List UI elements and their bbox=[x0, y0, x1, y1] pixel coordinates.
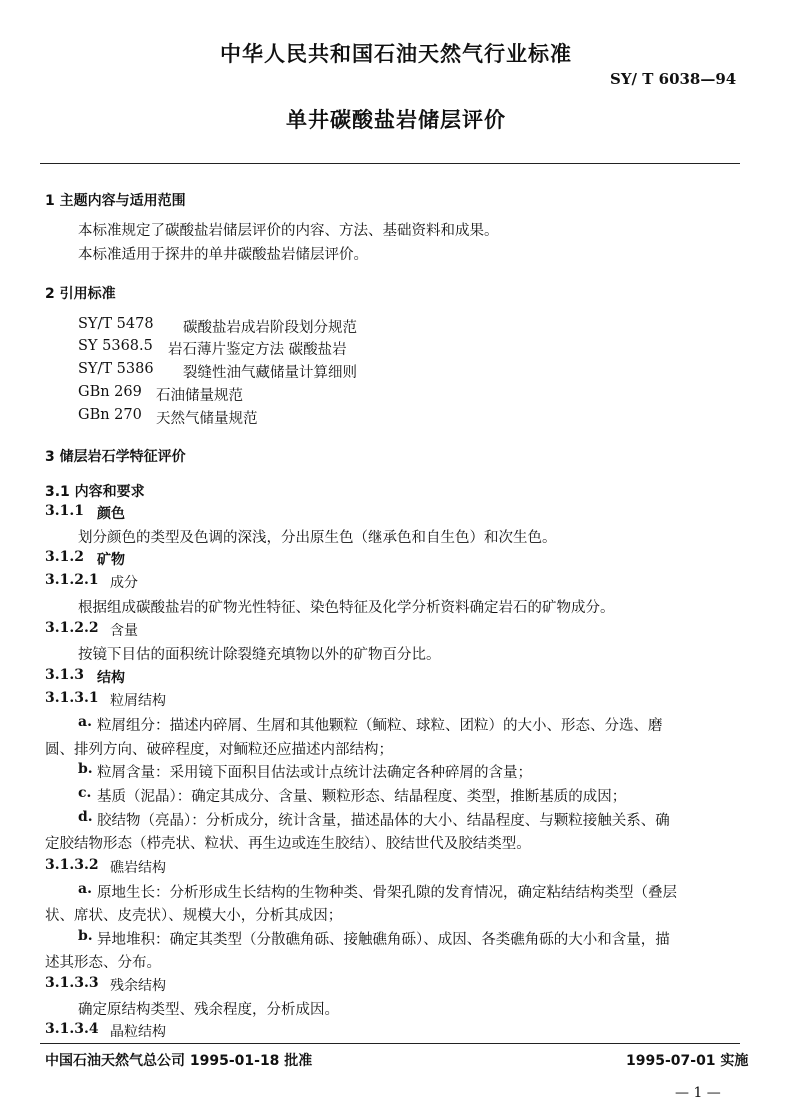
section-2-heading: 2 引用标准 bbox=[45, 286, 116, 302]
clause-text: 划分颜色的类型及色调的深浅，分出原生色（继承色和自生色）和次生色。 bbox=[78, 530, 557, 546]
list-item-text: 状、席状、皮壳状）、规模大小，分析其成因； bbox=[45, 908, 343, 924]
clause-number: 3.1.3.2 bbox=[45, 857, 99, 873]
section-3-heading: 3 储层岩石学特征评价 bbox=[45, 449, 186, 465]
section-1-paragraph-1: 本标准规定了碳酸盐岩储层评价的内容、方法、基础资料和成果。 bbox=[78, 223, 499, 239]
reference-title: 碳酸盐岩成岩阶段划分规范 bbox=[183, 320, 357, 336]
clause-number: 3.1.3.4 bbox=[45, 1021, 99, 1037]
page-number: — 1 — bbox=[675, 1085, 721, 1101]
clause-title: 粒屑结构 bbox=[110, 693, 166, 709]
clause-title: 成分 bbox=[110, 575, 138, 591]
list-item-label: c. bbox=[78, 785, 92, 801]
document-title: 单井碳酸盐岩储层评价 bbox=[286, 108, 506, 132]
industry-standard-title: 中华人民共和国石油天然气行业标准 bbox=[220, 42, 572, 66]
list-item-text: 胶结物（亮晶）：分析成分，统计含量，描述晶体的大小、结晶程度、与颗粒接触关系、确 bbox=[97, 813, 670, 829]
clause-number: 3.1.3.3 bbox=[45, 975, 99, 991]
list-item-label: b. bbox=[78, 928, 93, 944]
approval-line: 中国石油天然气总公司 1995-01-18 批准 bbox=[45, 1053, 313, 1069]
list-item-text: 异地堆积：确定其类型（分散礁角砾、接触礁角砾）、成因、各类礁角砾的大小和含量，描 bbox=[97, 932, 670, 948]
list-item-label: b. bbox=[78, 761, 93, 777]
reference-code: GBn 270 bbox=[78, 407, 142, 423]
clause-number: 3.1.1 bbox=[45, 503, 84, 519]
reference-title: 裂缝性油气藏储量计算细则 bbox=[183, 365, 357, 381]
list-item-text: 粒屑含量：采用镜下面积目估法或计点统计法确定各种碎屑的含量； bbox=[97, 765, 532, 781]
section-1-paragraph-2: 本标准适用于探井的单井碳酸盐岩储层评价。 bbox=[78, 247, 368, 263]
clause-title: 结构 bbox=[97, 670, 125, 686]
reference-code: SY/T 5386 bbox=[78, 361, 154, 377]
section-1-heading: 1 主题内容与适用范围 bbox=[45, 193, 186, 209]
list-item-text: 圆、排列方向、破碎程度，对鲕粒还应描述内部结构； bbox=[45, 742, 393, 758]
list-item-text: 定胶结物形态（栉壳状、粒状、再生边或连生胶结）、胶结世代及胶结类型。 bbox=[45, 836, 531, 852]
reference-title: 岩石薄片鉴定方法 碳酸盐岩 bbox=[168, 342, 347, 358]
list-item-label: a. bbox=[78, 714, 92, 730]
list-item-text: 基质（泥晶）：确定其成分、含量、颗粒形态、结晶程度、类型，推断基质的成因； bbox=[97, 789, 627, 805]
reference-code: GBn 269 bbox=[78, 384, 142, 400]
clause-title: 礁岩结构 bbox=[110, 860, 166, 876]
clause-title: 含量 bbox=[110, 623, 138, 639]
clause-title: 矿物 bbox=[97, 552, 125, 568]
standard-code: SY/ T 6038—94 bbox=[610, 70, 737, 88]
footer-divider bbox=[40, 1043, 740, 1044]
clause-number: 3.1.2 bbox=[45, 549, 84, 565]
reference-code: SY 5368.5 bbox=[78, 338, 153, 354]
clause-text: 按镜下目估的面积统计除裂缝充填物以外的矿物百分比。 bbox=[78, 647, 441, 663]
list-item-text: 粒屑组分：描述内碎屑、生屑和其他颗粒（鲕粒、球粒、团粒）的大小、形态、分选、磨 bbox=[97, 718, 663, 734]
clause-title: 晶粒结构 bbox=[110, 1024, 166, 1040]
list-item-text: 述其形态、分布。 bbox=[45, 955, 161, 971]
clause-title: 残余结构 bbox=[110, 978, 166, 994]
list-item-text: 原地生长：分析形成生长结构的生物种类、骨架孔隙的发育情况，确定粘结结构类型（叠层 bbox=[97, 885, 677, 901]
clause-number: 3.1.3 bbox=[45, 667, 84, 683]
clause-number: 3.1.2.1 bbox=[45, 572, 99, 588]
list-item-label: a. bbox=[78, 881, 92, 897]
subsection-3-1-heading: 3.1 内容和要求 bbox=[45, 484, 145, 500]
effective-date: 1995-07-01 实施 bbox=[626, 1053, 749, 1069]
clause-number: 3.1.2.2 bbox=[45, 620, 99, 636]
list-item-label: d. bbox=[78, 809, 93, 825]
clause-title: 颜色 bbox=[97, 506, 125, 522]
clause-text: 确定原结构类型、残余程度，分析成因。 bbox=[78, 1002, 339, 1018]
header-divider bbox=[40, 163, 740, 164]
reference-title: 天然气储量规范 bbox=[156, 411, 258, 427]
clause-text: 根据组成碳酸盐岩的矿物光性特征、染色特征及化学分析资料确定岩石的矿物成分。 bbox=[78, 600, 615, 616]
reference-title: 石油储量规范 bbox=[156, 388, 243, 404]
clause-number: 3.1.3.1 bbox=[45, 690, 99, 706]
reference-code: SY/T 5478 bbox=[78, 316, 154, 332]
